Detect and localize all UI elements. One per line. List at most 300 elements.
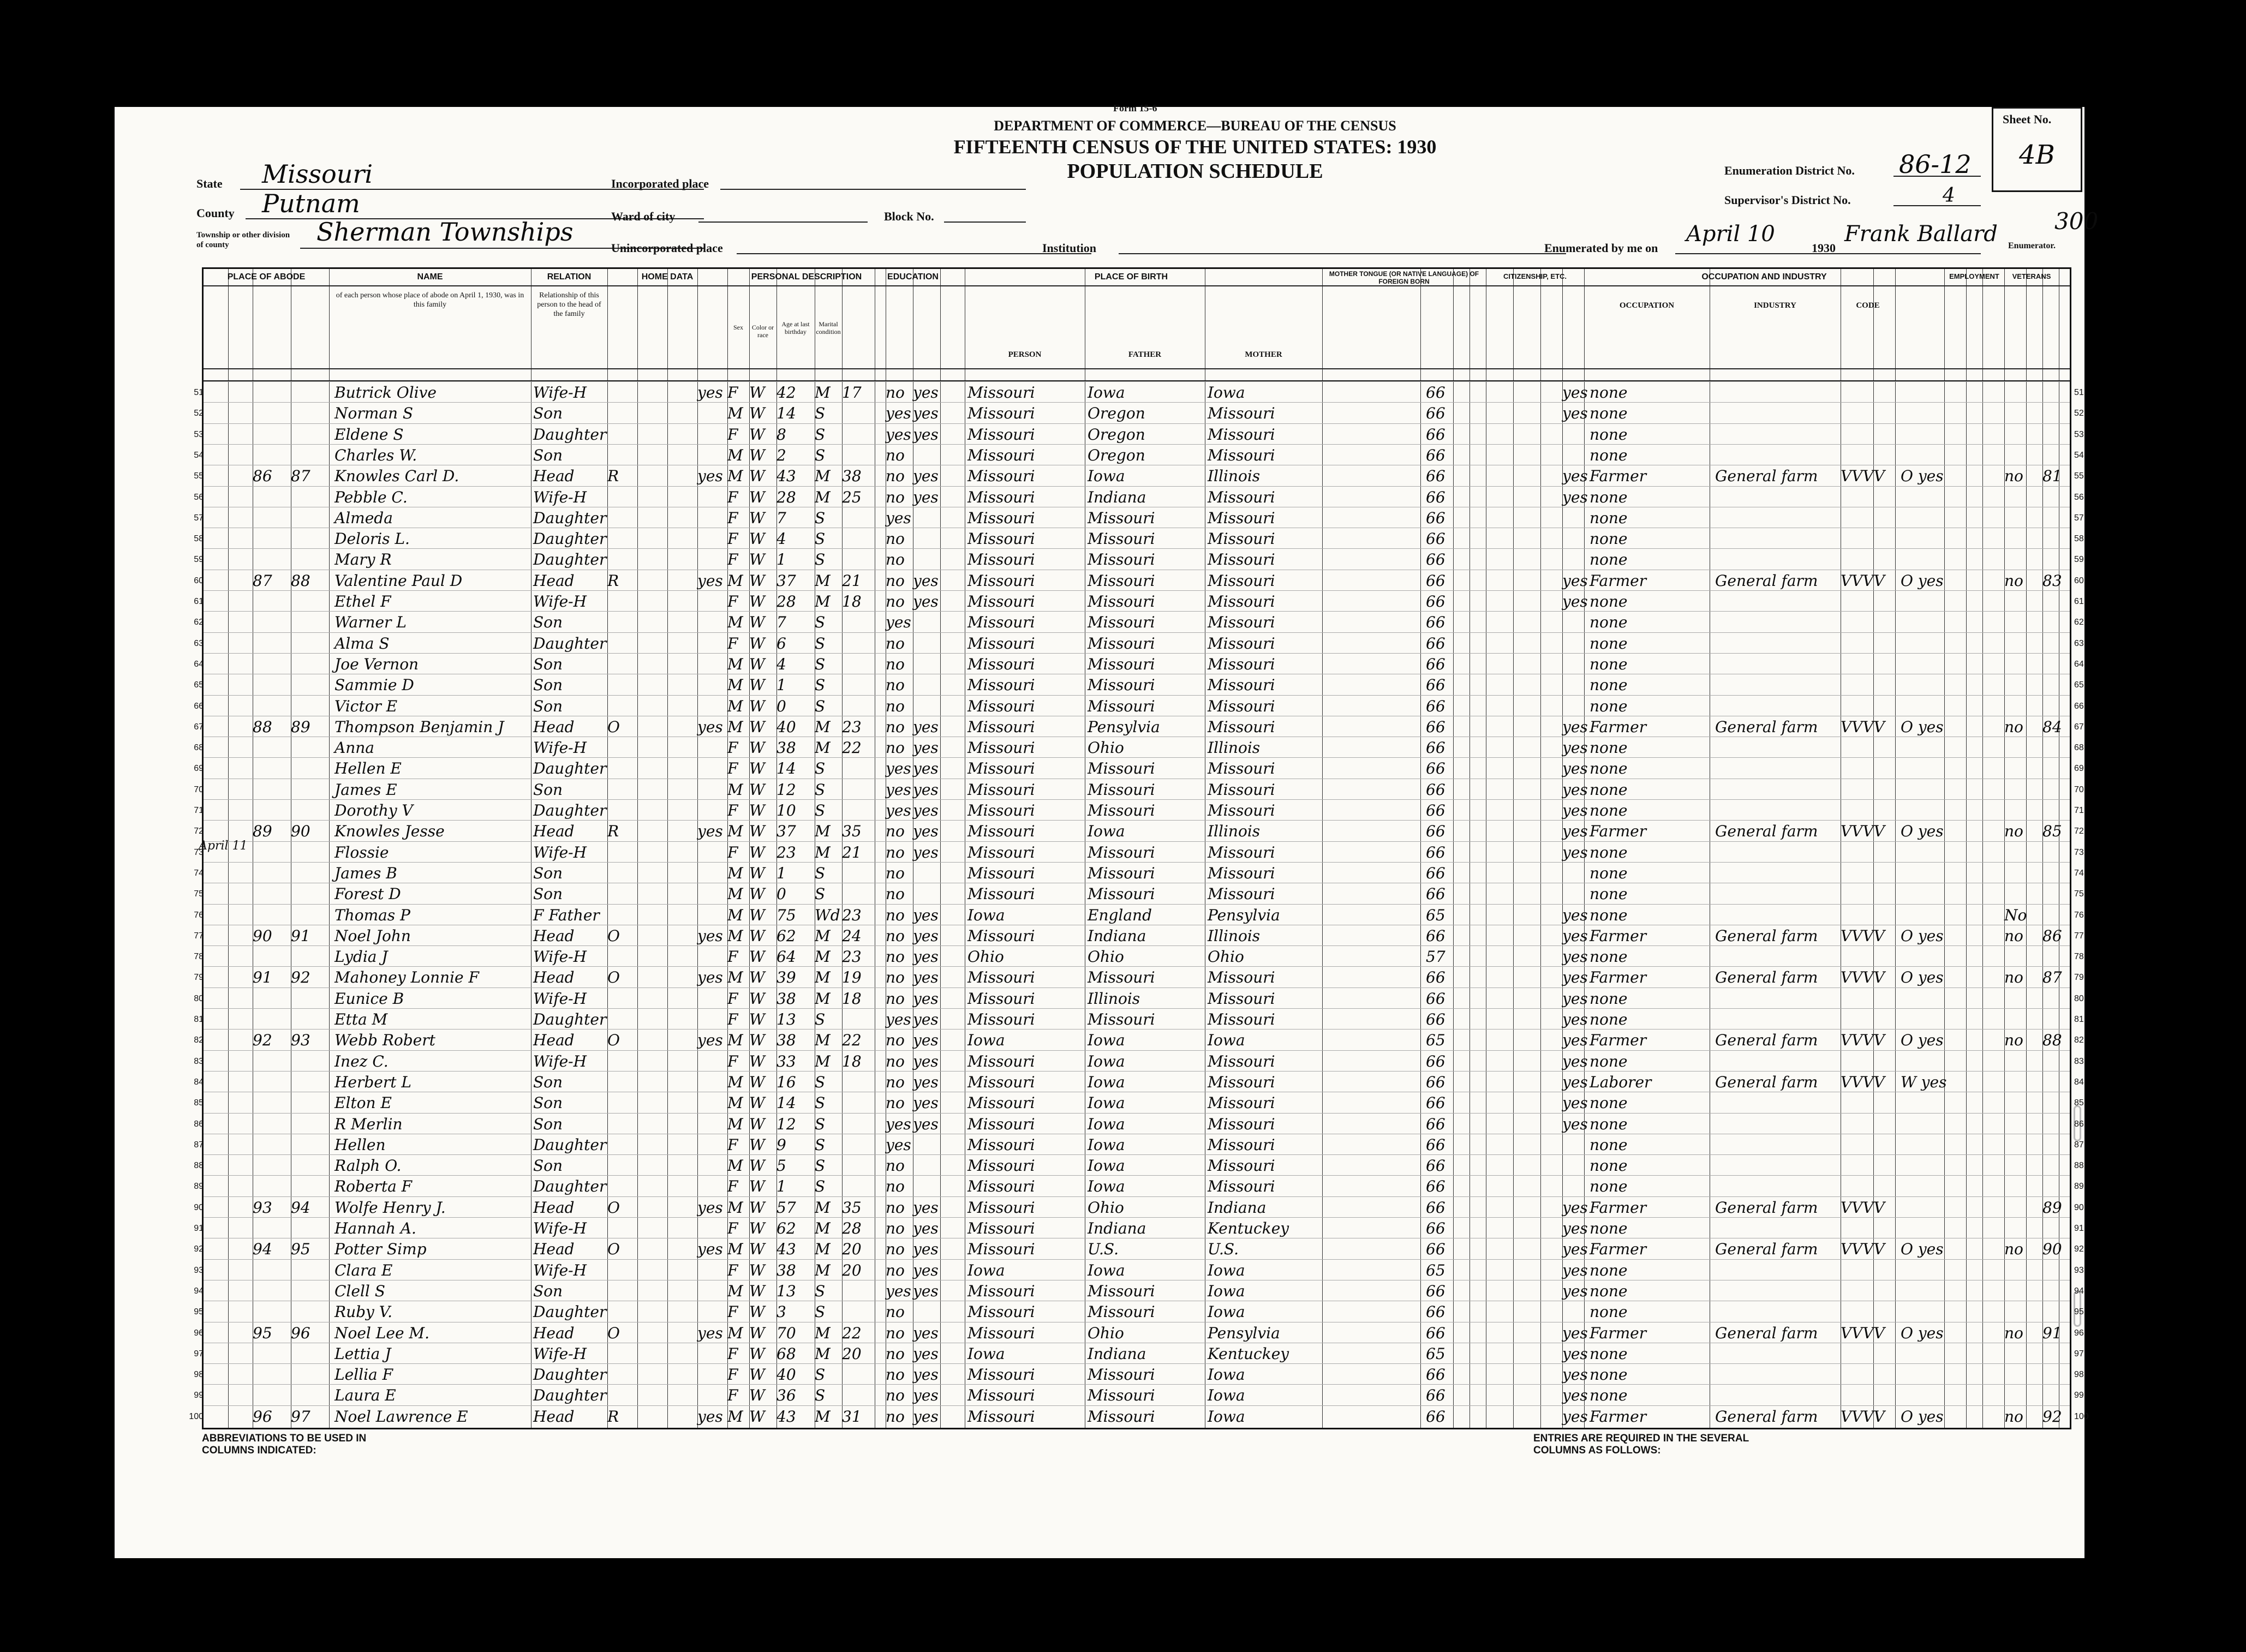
age-married (842, 1280, 875, 1302)
dwelling-number (253, 1280, 291, 1302)
marital: S (815, 864, 826, 882)
code-a: 66 (1426, 571, 1445, 590)
occ-code (1841, 1134, 1895, 1156)
person-name: Sammie D (334, 676, 414, 695)
veteran (2004, 633, 2037, 654)
line-number: 56 (194, 492, 204, 502)
relation: Head (533, 1407, 575, 1426)
farm-schedule (2042, 1092, 2070, 1114)
industry (1715, 633, 1841, 654)
person-name: Mahoney Lonnie F (334, 968, 479, 987)
table-row (194, 1092, 2084, 1114)
radio (697, 507, 727, 529)
birthplace-father: Ohio (1088, 1324, 1124, 1342)
employment (1901, 779, 1966, 800)
industry (1715, 1051, 1841, 1072)
table-row (194, 1301, 2084, 1322)
read-write: yes (913, 1052, 939, 1070)
line-number-right: 81 (2074, 1015, 2084, 1024)
birthplace-mother: Missouri (1208, 801, 1275, 819)
dwelling-number (253, 842, 291, 863)
occ-code (1841, 612, 1895, 633)
industry (1715, 1009, 1841, 1030)
sex: F (727, 592, 738, 610)
farm-schedule (2042, 1134, 2070, 1156)
radio (697, 1114, 727, 1135)
veteran (2004, 1301, 2037, 1322)
dwelling-number (253, 863, 291, 884)
birthplace-mother: Missouri (1208, 446, 1275, 464)
school: yes (886, 780, 911, 799)
line-number-right: 80 (2074, 993, 2084, 1003)
read-write (913, 612, 940, 633)
age: 33 (776, 1052, 796, 1070)
industry (1715, 737, 1841, 758)
radio (697, 1385, 727, 1406)
farm-schedule (2042, 737, 2070, 758)
veteran: no (2004, 1031, 2023, 1050)
birthplace-mother: Missouri (1208, 571, 1275, 590)
code-a: 66 (1426, 1135, 1445, 1154)
line-number: 81 (194, 1015, 204, 1024)
relation: Son (533, 1073, 563, 1091)
dwelling-number (253, 591, 291, 612)
school: no (886, 655, 905, 673)
person-name: Victor E (334, 697, 398, 715)
line-number-right: 91 (2074, 1224, 2084, 1233)
occ-code (1841, 382, 1895, 403)
farm-schedule (2042, 1343, 2070, 1364)
code-a: 66 (1426, 989, 1445, 1008)
person-name: James B (334, 864, 397, 882)
speaks-english (1562, 612, 1584, 633)
marital: S (815, 1115, 826, 1133)
person-name: Thomas P (334, 906, 410, 924)
home-owned: R (607, 822, 619, 841)
dwelling-number (253, 654, 291, 675)
radio (697, 633, 727, 654)
race: W (749, 1303, 765, 1321)
code-a: 66 (1426, 1282, 1445, 1300)
age: 36 (776, 1386, 796, 1405)
institution-label: Institution (1042, 241, 1097, 255)
sex: F (727, 801, 738, 819)
table-row (194, 1134, 2084, 1156)
dwelling-number: 90 (253, 926, 272, 945)
birthplace-person: Missouri (967, 1073, 1035, 1091)
school: no (886, 926, 905, 945)
birthplace-father: Missouri (1088, 530, 1155, 548)
occupation: none (1590, 1177, 1628, 1196)
code-a: 65 (1426, 906, 1445, 924)
school: no (886, 697, 905, 715)
sex: M (727, 404, 743, 423)
race: W (749, 1261, 765, 1279)
birthplace-father: Missouri (1088, 655, 1155, 673)
school: no (886, 843, 905, 861)
age-married: 35 (842, 822, 862, 841)
code-a: 66 (1426, 1324, 1445, 1342)
school: no (886, 1324, 905, 1342)
marital: S (815, 508, 826, 527)
line-number-right: 66 (2074, 701, 2084, 711)
relation: Wife-H (533, 488, 587, 506)
relation: Son (533, 404, 563, 423)
speaks-english: yes (1562, 1344, 1588, 1363)
radio (697, 758, 727, 779)
school: no (886, 1261, 905, 1279)
birthplace-person: Missouri (967, 571, 1035, 590)
birthplace-mother: Missouri (1208, 613, 1275, 632)
farm-schedule (2042, 633, 2070, 654)
home-owned (607, 591, 637, 612)
person-name: Ruby V. (334, 1303, 392, 1321)
age-married (842, 779, 875, 800)
occupation: none (1590, 948, 1628, 966)
person-name: Knowles Jesse (334, 822, 445, 841)
home-owned (607, 1301, 637, 1322)
employment: O yes (1901, 822, 1944, 841)
employment (1901, 1176, 1966, 1197)
code-a: 57 (1426, 948, 1445, 966)
employment (1901, 842, 1966, 863)
veteran (2004, 528, 2037, 549)
family-number (291, 988, 329, 1009)
industry (1715, 1218, 1841, 1239)
occupation: none (1590, 759, 1628, 778)
home-owned: O (607, 1240, 620, 1259)
code-a: 66 (1426, 780, 1445, 799)
speaks-english: yes (1562, 759, 1588, 778)
family-number (291, 487, 329, 508)
sex: F (727, 425, 738, 444)
code-a: 66 (1426, 885, 1445, 903)
farm-schedule (2042, 842, 2070, 863)
farm-schedule: 87 (2042, 968, 2062, 987)
birthplace-mother: Indiana (1208, 1198, 1267, 1217)
speaks-english: yes (1562, 384, 1588, 402)
line-number-right: 51 (2074, 388, 2084, 397)
school: no (886, 739, 905, 757)
employment: O yes (1901, 717, 1944, 736)
birthplace-mother: Missouri (1208, 1157, 1275, 1175)
birthplace-person: Missouri (967, 1324, 1035, 1342)
marital: M (815, 822, 831, 841)
home-owned (607, 758, 637, 779)
family-number: 92 (291, 968, 310, 987)
table-row (194, 674, 2084, 696)
radio (697, 612, 727, 633)
race: W (749, 822, 765, 841)
relation: Son (533, 1094, 563, 1112)
occupation: Farmer (1590, 968, 1647, 987)
person-name: Butrick Olive (334, 384, 437, 402)
age-married (842, 1134, 875, 1156)
read-write: yes (913, 592, 939, 610)
birthplace-person: Iowa (967, 1344, 1005, 1363)
farm-schedule (2042, 758, 2070, 779)
speaks-english: yes (1562, 1366, 1588, 1384)
line-number: 91 (194, 1224, 204, 1233)
read-write: yes (913, 1010, 939, 1028)
table-row (194, 987, 2084, 1009)
dwelling-number (253, 1072, 291, 1093)
veteran (2004, 1364, 2037, 1385)
birthplace-mother: Missouri (1208, 1177, 1275, 1196)
industry (1715, 382, 1841, 403)
home-owned: O (607, 926, 620, 945)
birthplace-father: Iowa (1088, 1094, 1125, 1112)
marital: M (815, 1407, 831, 1426)
employment (1901, 445, 1966, 466)
read-write: yes (913, 1198, 939, 1217)
school: no (886, 717, 905, 736)
home-owned (607, 528, 637, 549)
marital: M (815, 717, 831, 736)
birthplace-person: Missouri (967, 697, 1035, 715)
marital: S (815, 1386, 826, 1405)
code-a: 66 (1426, 1198, 1445, 1217)
race: W (749, 1010, 765, 1028)
farm-schedule: 91 (2042, 1324, 2062, 1342)
school: yes (886, 404, 911, 423)
radio (697, 863, 727, 884)
header-age: Age at last birthday (781, 320, 810, 336)
family-number (291, 1072, 329, 1093)
sex: F (727, 1219, 738, 1237)
birthplace-person: Missouri (967, 1198, 1035, 1217)
employment (1901, 800, 1966, 821)
school: yes (886, 508, 911, 527)
code-a: 66 (1426, 1303, 1445, 1321)
marital: S (815, 446, 826, 464)
employment (1901, 633, 1966, 654)
relation: Son (533, 1115, 563, 1133)
employment: O yes (1901, 1407, 1944, 1426)
birthplace-person: Missouri (967, 592, 1035, 610)
age: 40 (776, 717, 796, 736)
birthplace-mother: Pensylvia (1208, 1324, 1280, 1342)
family-number: 97 (291, 1407, 310, 1426)
occ-code (1841, 905, 1895, 926)
table-row (194, 1050, 2084, 1072)
radio (697, 487, 727, 508)
birthplace-father: Ohio (1088, 948, 1124, 966)
occ-code: VVVV (1841, 1407, 1885, 1426)
line-number-right: 90 (2074, 1202, 2084, 1212)
age: 2 (776, 446, 786, 464)
farm-schedule (2042, 591, 2070, 612)
speaks-english: yes (1562, 739, 1588, 757)
group-occupation: OCCUPATION AND INDUSTRY (1701, 272, 1827, 282)
sex: M (727, 676, 743, 695)
read-write: yes (913, 989, 939, 1008)
relation: Son (533, 864, 563, 882)
occ-code (1841, 863, 1895, 884)
code-a: 66 (1426, 801, 1445, 819)
line-number: 53 (194, 429, 204, 439)
sex: F (727, 759, 738, 778)
code-a: 66 (1426, 634, 1445, 653)
veteran (2004, 779, 2037, 800)
sex: M (727, 717, 743, 736)
person-name: Noel Lawrence E (334, 1407, 468, 1426)
family-number (291, 1114, 329, 1135)
industry (1715, 674, 1841, 696)
line-number-right: 92 (2074, 1244, 2084, 1254)
race: W (749, 1282, 765, 1300)
unincorporated-label: Unincorporated place (611, 241, 723, 255)
industry: General farm (1715, 926, 1818, 945)
age-married (842, 1155, 875, 1176)
race: W (749, 1219, 765, 1237)
school: no (886, 446, 905, 464)
radio (697, 674, 727, 696)
family-number (291, 674, 329, 696)
occ-code: VVVV (1841, 1198, 1885, 1217)
birthplace-person: Missouri (967, 801, 1035, 819)
birthplace-mother: Missouri (1208, 1135, 1275, 1154)
read-write: yes (913, 801, 939, 819)
dwelling-number (253, 612, 291, 633)
industry: General farm (1715, 968, 1818, 987)
radio (697, 1092, 727, 1114)
table-row (194, 925, 2084, 947)
birthplace-person: Missouri (967, 739, 1035, 757)
occ-code: VVVV (1841, 822, 1885, 841)
table-row (194, 1008, 2084, 1030)
veteran (2004, 591, 2037, 612)
read-write: yes (913, 1240, 939, 1259)
birthplace-person: Missouri (967, 717, 1035, 736)
dwelling-number: 88 (253, 717, 272, 736)
header-relation: Relationship of this person to the head of the family (537, 291, 601, 318)
age-married: 21 (842, 843, 862, 861)
radio (697, 549, 727, 570)
code-a: 66 (1426, 1240, 1445, 1259)
speaks-english: yes (1562, 989, 1588, 1008)
home-owned (607, 863, 637, 884)
birthplace-person: Iowa (967, 906, 1005, 924)
dwelling-number: 96 (253, 1407, 272, 1426)
relation: Daughter (533, 1366, 607, 1384)
marital: S (815, 655, 826, 673)
line-number-right: 63 (2074, 638, 2084, 648)
farm-schedule (2042, 1009, 2070, 1030)
race: W (749, 613, 765, 632)
radio (697, 1051, 727, 1072)
family-number (291, 737, 329, 758)
family-number (291, 946, 329, 967)
age: 38 (776, 989, 796, 1008)
sex: M (727, 906, 743, 924)
line-number-right: 84 (2074, 1077, 2084, 1087)
occupation: none (1590, 384, 1628, 402)
race: W (749, 1073, 765, 1091)
birthplace-father: Iowa (1088, 1115, 1125, 1133)
home-owned (607, 779, 637, 800)
birthplace-mother: Missouri (1208, 759, 1275, 778)
header-marital: Marital condition (816, 320, 841, 336)
age: 38 (776, 1031, 796, 1050)
person-name: Eldene S (334, 425, 404, 444)
farm-schedule (2042, 1301, 2070, 1322)
read-write (913, 883, 940, 905)
line-number: 66 (194, 701, 204, 711)
sex: M (727, 1282, 743, 1300)
line-number-right: 60 (2074, 576, 2084, 585)
line-number: 63 (194, 638, 204, 648)
table-row (194, 737, 2084, 758)
line-number-right: 74 (2074, 868, 2084, 878)
home-owned (607, 1114, 637, 1135)
enumerated-date: April 10 (1686, 222, 1775, 247)
age: 5 (776, 1157, 786, 1175)
employment: O yes (1901, 571, 1944, 590)
person-name: Herbert L (334, 1073, 411, 1091)
marital: M (815, 1240, 831, 1259)
school: yes (886, 759, 911, 778)
farm-schedule (2042, 779, 2070, 800)
employment (1901, 507, 1966, 529)
race: W (749, 1386, 765, 1405)
code-a: 66 (1426, 864, 1445, 882)
dwelling-number (253, 1343, 291, 1364)
race: W (749, 801, 765, 819)
home-owned (607, 1155, 637, 1176)
birthplace-father: Oregon (1088, 446, 1145, 464)
age: 7 (776, 508, 786, 527)
line-number-right: 88 (2074, 1161, 2084, 1171)
farm-schedule: 85 (2042, 822, 2062, 841)
race: W (749, 717, 765, 736)
age-married: 19 (842, 968, 862, 987)
relation: Wife-H (533, 384, 587, 402)
birthplace-person: Missouri (967, 968, 1035, 987)
read-write: yes (913, 1219, 939, 1237)
table-row (194, 862, 2084, 884)
family-number (291, 1364, 329, 1385)
family-number: 96 (291, 1324, 310, 1342)
occ-code (1841, 1301, 1895, 1322)
birthplace-mother: Iowa (1208, 1407, 1245, 1426)
birthplace-mother: Illinois (1208, 822, 1261, 841)
home-owned (607, 403, 637, 424)
employment (1901, 591, 1966, 612)
birthplace-mother: Illinois (1208, 739, 1261, 757)
dwelling-number: 87 (253, 571, 272, 590)
industry (1715, 905, 1841, 926)
birthplace-person: Missouri (967, 926, 1035, 945)
industry (1715, 507, 1841, 529)
birthplace-father: Missouri (1088, 571, 1155, 590)
line-number: 79 (194, 973, 204, 983)
dwelling-number (253, 758, 291, 779)
birthplace-mother: Iowa (1208, 1303, 1245, 1321)
age: 1 (776, 550, 786, 569)
school: no (886, 1031, 905, 1050)
code-a: 66 (1426, 384, 1445, 402)
code-a: 66 (1426, 1366, 1445, 1384)
age-married: 20 (842, 1344, 862, 1363)
farm-schedule (2042, 1072, 2070, 1093)
occ-code (1841, 633, 1895, 654)
marital: M (815, 1198, 831, 1217)
age-married: 23 (842, 717, 862, 736)
veteran (2004, 674, 2037, 696)
farm-schedule (2042, 487, 2070, 508)
read-write: yes (913, 1031, 939, 1050)
